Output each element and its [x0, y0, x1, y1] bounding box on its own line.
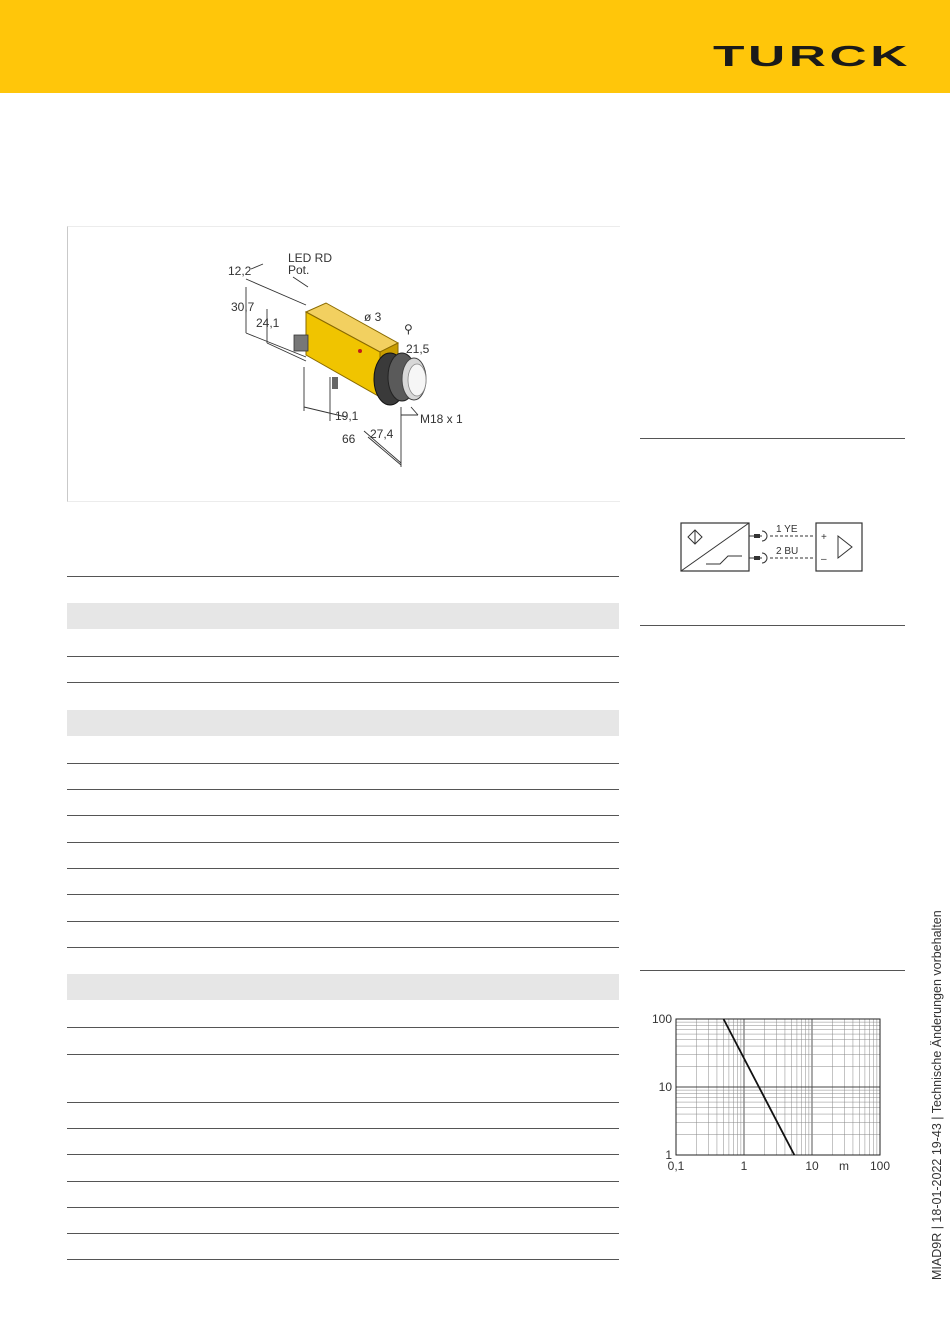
table-rule — [67, 576, 619, 577]
x-tick-label: 10 — [805, 1159, 819, 1173]
led-label: LED RD — [288, 251, 333, 265]
pot-label: Pot. — [288, 263, 310, 277]
dim-19-1: 19,1 — [335, 409, 359, 423]
wrench-icon: ⚲ — [404, 322, 413, 336]
dim-21-5: 21,5 — [406, 342, 430, 356]
wiring-diagram — [678, 520, 868, 576]
chart-grid — [676, 1019, 880, 1155]
table-rule — [67, 789, 619, 790]
dim-12-2: 12,2 — [228, 264, 252, 278]
table-rule — [67, 815, 619, 816]
side-footer-text: MIAD9R | 18-01-2022 19-43 | Technische Änderungen vorbehalten — [930, 910, 944, 1280]
dim-66: 66 — [342, 432, 356, 446]
table-rule — [67, 921, 619, 922]
logo-text: TURCK — [713, 44, 911, 70]
table-rule — [67, 868, 619, 869]
x-tick-label: 100 — [869, 1159, 891, 1173]
table-rule — [67, 1054, 619, 1055]
x-tick-label: 1 — [740, 1159, 748, 1173]
table-rule — [67, 947, 619, 948]
turck-logo — [710, 44, 914, 70]
plus-label: + — [821, 532, 827, 543]
x-unit-label: m — [839, 1159, 849, 1173]
y-tick-label: 1 — [665, 1148, 672, 1162]
minus-label: – — [821, 554, 827, 565]
table-rule — [67, 1259, 619, 1260]
y-tick-label: 10 — [658, 1080, 672, 1094]
thread-label: M18 x 1 — [420, 412, 463, 426]
load-symbol — [816, 523, 862, 571]
table-rule — [67, 1128, 619, 1129]
wire-1-label: 1 YE — [776, 524, 798, 535]
table-rule — [67, 763, 619, 764]
table-rule — [67, 1233, 619, 1234]
y-tick-label: 100 — [651, 1012, 672, 1026]
wire-2-label: 2 BU — [776, 546, 799, 557]
x-tick-label: 0,1 — [667, 1159, 685, 1173]
table-rule — [67, 1027, 619, 1028]
dimension-drawing — [67, 226, 620, 502]
table-rule — [67, 1207, 619, 1208]
table-rule — [67, 656, 619, 657]
section-band — [67, 974, 619, 1000]
table-rule — [67, 1154, 619, 1155]
dim-27-4: 27,4 — [370, 427, 394, 441]
table-rule — [67, 842, 619, 843]
characteristic-chart — [640, 1005, 900, 1185]
section-rule — [640, 438, 905, 439]
dim-30-7: 30,7 — [231, 300, 255, 314]
section-rule — [640, 970, 905, 971]
table-rule — [67, 894, 619, 895]
section-band — [67, 710, 619, 736]
dim-hole-3: ø 3 — [364, 310, 382, 324]
table-rule — [67, 1102, 619, 1103]
table-rule — [67, 682, 619, 683]
dim-24-1: 24,1 — [256, 316, 280, 330]
section-band — [67, 603, 619, 629]
table-rule — [67, 1181, 619, 1182]
sensor-symbol — [681, 523, 749, 571]
section-rule — [640, 625, 905, 626]
